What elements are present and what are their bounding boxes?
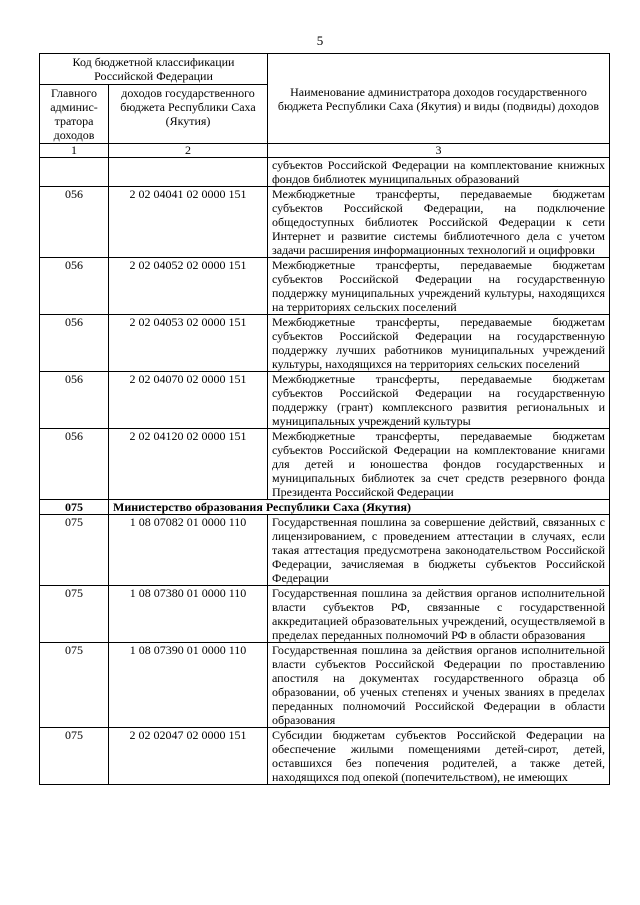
revenue-table: [39, 53, 610, 785]
admin-code: 075: [40, 586, 109, 643]
column-number: 1: [40, 144, 109, 158]
table-row: [40, 187, 610, 258]
admin-code: 075: [40, 728, 109, 785]
column-number: 3: [268, 144, 610, 158]
income-description: Межбюджетные трансферты, передаваемые бюджетам субъектов Российской Федерации на комплектование книгами для детей и юношества фондов государственных и муниципальных библиотек за счет средств резервного фонда Президента Российской Федерации: [268, 429, 610, 500]
table-row: [40, 429, 610, 500]
admin-code: 056: [40, 315, 109, 372]
column-number: 2: [109, 144, 268, 158]
admin-code: 056: [40, 372, 109, 429]
budget-code: [109, 158, 268, 187]
admin-code: 075: [40, 643, 109, 728]
budget-code: 2 02 04041 02 0000 151: [109, 187, 268, 258]
budget-code: 1 08 07390 01 0000 110: [109, 643, 268, 728]
table-row: [40, 258, 610, 315]
ministry-row: [40, 500, 610, 515]
budget-code: 2 02 02047 02 0000 151: [109, 728, 268, 785]
admin-code: 075: [40, 515, 109, 586]
header-name-col: Наименование администратора доходов государственного бюджета Республики Саха (Якутия) и виды (подвиды) доходов: [268, 54, 610, 144]
income-description: Государственная пошлина за действия органов исполнительной власти субъектов РФ, связанные с государственной аккредитацией образовательных учреждений, осуществляемой в пределах переданных полномочий РФ в области образования: [268, 586, 610, 643]
page-number: 5: [316, 33, 324, 48]
admin-code: 056: [40, 429, 109, 500]
income-description: Государственная пошлина за совершение действий, связанных с лицензированием, с проведением аттестации в случаях, если такая аттестация предусмотрена законодательством Российской Федерации, зачисляемая в бюджеты субъектов Российской Федерации: [268, 515, 610, 586]
income-description: Межбюджетные трансферты, передаваемые бюджетам субъектов Российской Федерации на государственную поддержку муниципальных учреждений культуры, находящихся на территориях сельских поселений: [268, 258, 610, 315]
header-admin-col: Главного админис-тратора доходов: [40, 85, 109, 144]
table-row: [40, 586, 610, 643]
ministry-admin-code: 075: [40, 500, 109, 515]
income-description: Государственная пошлина за действия органов исполнительной власти субъектов Российской Федерации по проставлению апостиля на документах государственного образца об образовании, об ученых степенях и ученых званиях в пределах переданных полномочий Российской Федерации в области образования: [268, 643, 610, 728]
table-row: [40, 515, 610, 586]
budget-code: 2 02 04070 02 0000 151: [109, 372, 268, 429]
admin-code: [40, 158, 109, 187]
admin-code: 056: [40, 258, 109, 315]
budget-code: 1 08 07380 01 0000 110: [109, 586, 268, 643]
header-income-col: доходов государственного бюджета Республики Саха (Якутия): [109, 85, 268, 144]
budget-code: 2 02 04052 02 0000 151: [109, 258, 268, 315]
table-row: [40, 315, 610, 372]
table-row: [40, 643, 610, 728]
table-row: [40, 158, 610, 187]
income-description: субъектов Российской Федерации на комплектование книжных фондов библиотек муниципальных образований: [268, 158, 610, 187]
income-description: Межбюджетные трансферты, передаваемые бюджетам субъектов Российской Федерации на государственную поддержку лучших работников муниципальных учреждений культуры, находящихся на территориях сельских поселений: [268, 315, 610, 372]
table-header-row: [40, 54, 610, 85]
income-description: Субсидии бюджетам субъектов Российской Федерации на обеспечение жилыми помещениями детей-сирот, детей, оставшихся без попечения родителей, а также детей, находящихся под опекой (попечительством), не имеющих: [268, 728, 610, 785]
table-row: [40, 728, 610, 785]
budget-code: 2 02 04120 02 0000 151: [109, 429, 268, 500]
income-description: Межбюджетные трансферты, передаваемые бюджетам субъектов Российской Федерации на государственную поддержку (грант) комплексного развития региональных и муниципальных учреждений культуры: [268, 372, 610, 429]
header-code-group: Код бюджетной классификации Российской Федерации: [40, 54, 268, 85]
ministry-name: Министерство образования Республики Саха (Якутия): [109, 500, 610, 515]
table-row: [40, 372, 610, 429]
income-description: Межбюджетные трансферты, передаваемые бюджетам субъектов Российской Федерации, на подключение общедоступных библиотек Российской Федерации к сети Интернет и развитие системы библиотечного дела с учетом задачи расширения информационных технологий и оцифровки: [268, 187, 610, 258]
column-number-row: [40, 144, 610, 158]
admin-code: 056: [40, 187, 109, 258]
budget-code: 2 02 04053 02 0000 151: [109, 315, 268, 372]
budget-code: 1 08 07082 01 0000 110: [109, 515, 268, 586]
